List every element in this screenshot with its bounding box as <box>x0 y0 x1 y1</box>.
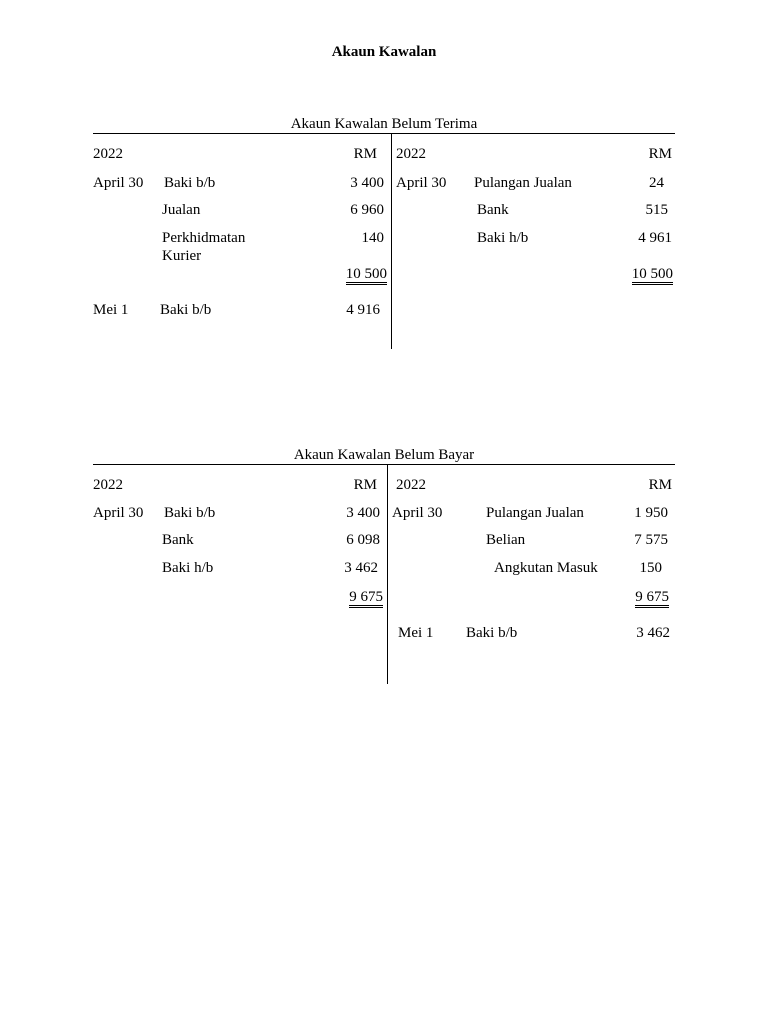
entry-desc: Baki b/b <box>164 175 216 191</box>
credit-year: 2022 <box>396 477 426 493</box>
carry-desc: Baki b/b <box>160 302 212 318</box>
entry-desc: Pulangan Jualan <box>486 505 584 521</box>
entry-date: April 30 <box>392 505 443 521</box>
entry-desc: Belian <box>486 532 526 548</box>
entry-date: April 30 <box>396 175 447 191</box>
debit-total-wrap <box>300 588 383 606</box>
entry-date: April 30 <box>93 505 144 521</box>
debit-total: 9 675 <box>349 589 383 608</box>
credit-year: 2022 <box>396 146 426 162</box>
page-title: Akaun Kawalan <box>331 44 437 60</box>
entry-amount: 140 <box>361 230 384 246</box>
entry-amount: 515 <box>645 202 668 218</box>
credit-currency: RM <box>648 146 672 162</box>
debit-total: 10 500 <box>346 266 387 285</box>
ledger-top-rule <box>93 133 675 134</box>
entry-amount: 6 098 <box>346 532 380 548</box>
debit-year: 2022 <box>93 477 123 493</box>
entry-amount: 150 <box>639 560 662 576</box>
entry-desc: Baki h/b <box>477 230 529 246</box>
entry-amount: 3 462 <box>344 560 378 576</box>
ledger-top-rule <box>93 464 675 465</box>
carry-date: Mei 1 <box>93 302 129 318</box>
entry-desc: Jualan <box>162 202 201 218</box>
entry-amount: 4 961 <box>638 230 672 246</box>
entry-desc: Perkhidmatan Kurier <box>162 230 246 264</box>
entry-desc: Pulangan Jualan <box>474 175 572 191</box>
entry-amount: 7 575 <box>634 532 668 548</box>
entry-date: April 30 <box>93 175 144 191</box>
debit-total-wrap <box>300 265 387 283</box>
entry-amount: 24 <box>649 175 664 191</box>
carry-date: Mei 1 <box>398 625 434 641</box>
entry-desc: Bank <box>477 202 509 218</box>
debit-currency: RM <box>353 146 377 162</box>
entry-desc: Baki h/b <box>162 560 214 576</box>
credit-currency: RM <box>648 477 672 493</box>
carry-desc: Baki b/b <box>466 625 518 641</box>
entry-desc: Angkutan Masuk <box>494 560 598 576</box>
carry-amount: 3 462 <box>636 625 670 641</box>
carry-amount: 4 916 <box>346 302 380 318</box>
debit-year: 2022 <box>93 146 123 162</box>
entry-desc: Bank <box>162 532 194 548</box>
ledger-title: Akaun Kawalan Belum Terima <box>290 116 478 132</box>
credit-total-wrap <box>600 588 669 606</box>
entry-amount: 3 400 <box>346 505 380 521</box>
ledger-divider <box>387 464 388 684</box>
debit-currency: RM <box>353 477 377 493</box>
credit-total: 10 500 <box>632 266 673 285</box>
entry-amount: 3 400 <box>350 175 384 191</box>
credit-total: 9 675 <box>635 589 669 608</box>
credit-total-wrap <box>600 265 673 283</box>
entry-amount: 1 950 <box>634 505 668 521</box>
ledger-title: Akaun Kawalan Belum Bayar <box>293 447 475 463</box>
ledger-divider <box>391 133 392 349</box>
entry-amount: 6 960 <box>350 202 384 218</box>
entry-desc: Baki b/b <box>164 505 216 521</box>
